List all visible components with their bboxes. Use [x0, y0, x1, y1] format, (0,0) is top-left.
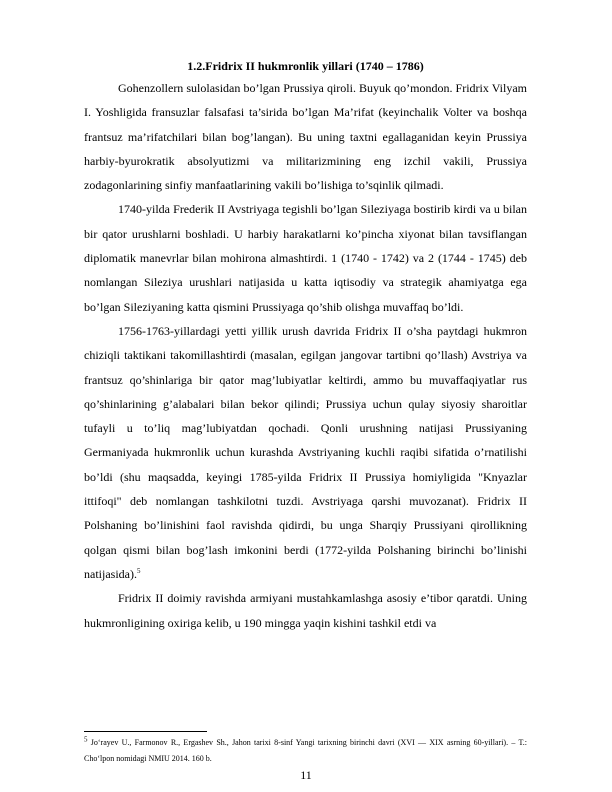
footnote-text: Jo‘rayev U., Farmonov R., Ergashev Sh., Jahon tarixi 8-sinf Yangi tarixning birinchi davri (XVI — XIX asrning 60-yillari). – T.: Cho‘lpon nomidagi NMIU 2014. 160 b.: [84, 738, 528, 763]
paragraph-2: 1740-yilda Frederik II Avstriyaga tegishli bo’lgan Sileziyaga bostirib kirdi va u bilan bir qator urushlarni boshladi. U harbiy harakatlarni ko’pincha xiyonat bilan tavsiflangan diplomatik manevrlar bilan mohirona almashtirdi. 1 (1740 - 1742) va 2 (1744 - 1745) deb nomlangan Sileziya urushlari natijasida u katta iqtisodiy va strategik ahamiyatga ega bo’lgan Sileziyaning katta qismini Prussiyaga qo’shib olishga muvaffaq bo’ldi.: [84, 202, 527, 314]
paragraph-3-text: 1756-1763-yillardagi yetti yillik urush davrida Fridrix II o’sha paytdagi hukmron chiziqli taktikani takomillashtirdi (masalan, egilgan jangovar tartibni qo’llash) Avstriya va frantsuz qo’shinlariga bir qator mag’lubiyatlar keltirdi, ammo bu muvaffaqiyatlar rus qo’shinlarining g’alabalari bilan bekor qilindi; Prussiya uchun qulay siyosiy sharoitlar tufayli u to’liq mag’lubiyatdan qochadi. Qonli urushning natijasi Prussiyaning Germaniyada hukmronlik uchun kurashda Avstriyaning kuchli raqibi sifatida o’rnatilishi bo’ldi (shu maqsadda, keyingi 1785-yilda Fridrix II Prussiya homiyligida "Knyazlar ittifoqi" deb nomlangan tashkilotni tuzdi. Avstriyaga qarshi muvozanat). Fridrix II Polshaning bo’linishini faol ravishda qidirdi, bu unga Sharqiy Prussiyani qirollikning qolgan qismi bilan bog’lash imkonini berdi (1772-yilda Polshaning birinchi bo’linishi natijasida).: [84, 323, 527, 581]
document-body: [84, 58, 527, 635]
paragraph-3: [84, 319, 527, 586]
paragraph-1: Gohenzollern sulolasidan bo’lgan Prussiya qiroli. Buyuk qo’mondon. Fridrix Vilyam I. Yoshligida fransuzlar falsafasi ta’sirida bo’lgan Ma’rifat (keyinchalik Volter va boshqa frantsuz ma’rifatchilari bilan bog’langan). Bu uning taxtni egallaganidan keyin Prussiya harbiy-byurokratik absolyutizmi va militarizmining eng izchil vakili, Prussiya zodagonlarining sinfiy manfaatlarining vakili bo’lishiga to’sqinlik qilmadi.: [84, 81, 527, 193]
paragraph-4: Fridrix II doimiy ravishda armiyani mustahkamlashga asosiy e’tibor qaratdi. Uning hukmronligining oxiriga kelib, u 190 mingga yaqin kishini tashkil etdi va: [84, 591, 527, 630]
page-number: 11: [300, 768, 312, 782]
footnote-divider: [84, 731, 207, 732]
footnote-reference[interactable]: 5: [136, 566, 141, 575]
footnote: [84, 735, 527, 767]
section-title: 1.2.Fridrix II hukmronlik yillari (1740 – 1786): [187, 59, 424, 73]
footnote-marker: 5: [84, 735, 88, 744]
